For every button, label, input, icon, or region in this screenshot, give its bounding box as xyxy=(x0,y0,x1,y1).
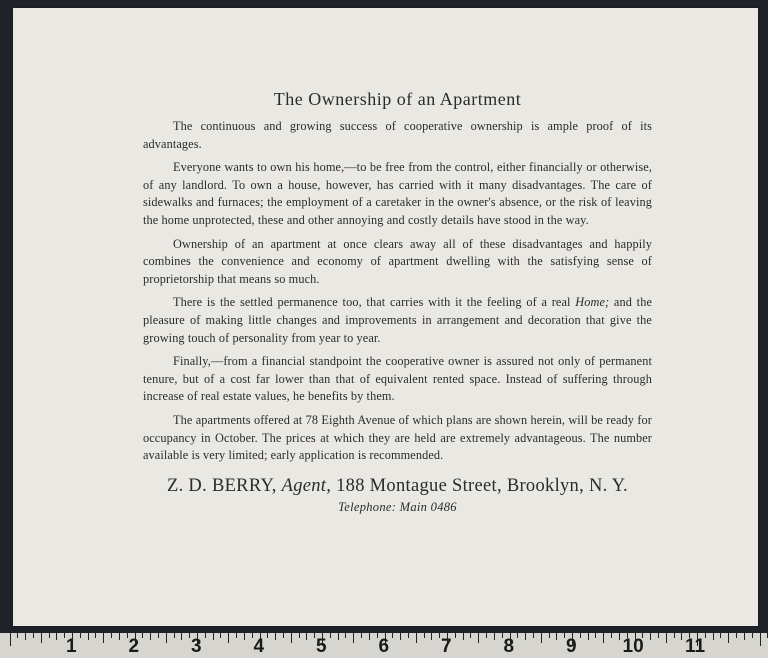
ruler-tick xyxy=(181,633,182,640)
agent-role: Agent, xyxy=(281,475,332,496)
ruler-tick xyxy=(392,633,393,638)
ruler-tick xyxy=(330,633,331,638)
ruler-tick xyxy=(267,633,268,638)
telephone-line: Telephone: Main 0486 xyxy=(338,499,457,514)
ruler-tick xyxy=(556,633,557,640)
ruler-tick xyxy=(470,633,471,638)
ruler-tick xyxy=(650,633,651,640)
ruler-tick xyxy=(541,633,542,643)
ruler-tick xyxy=(728,633,729,643)
ruler-tick xyxy=(228,633,229,643)
ruler-tick xyxy=(353,633,354,643)
ruler-tick xyxy=(111,633,112,638)
paragraph-4-before: There is the settled permanence too, that carries with it the feeling of a real xyxy=(173,295,576,310)
ruler-tick xyxy=(681,633,682,640)
ruler-tick xyxy=(736,633,737,638)
ruler-tick xyxy=(306,633,307,640)
ruler-tick xyxy=(666,633,667,643)
ruler-tick xyxy=(283,633,284,638)
ruler-tick xyxy=(338,633,339,640)
ruler-tick xyxy=(713,633,714,640)
ruler-tick xyxy=(494,633,495,640)
page-title: The Ownership of an Apartment xyxy=(273,89,522,109)
ruler-label: 3 xyxy=(191,636,202,657)
ruler-tick xyxy=(603,633,604,643)
agent-name: Z. D. BERRY, xyxy=(166,475,277,496)
ruler-tick xyxy=(299,633,300,638)
ruler-tick xyxy=(588,633,589,640)
paragraph-6: The apartments offered at 78 Eighth Avenue of which plans are shown herein, will be ready for occupancy in October. The prices at which they are held are extremely advantageous. The number available is very limited; early application is recommended. xyxy=(143,412,652,463)
measuring-ruler xyxy=(0,633,768,658)
ruler-tick xyxy=(525,633,526,640)
paragraph-2: Everyone wants to own his home,—to be free from the control, either financially or otherwise, of any landlord. To own a house, however, has carried with it many disadvantages. The care of sidewalks and furnaces; the employment of a caretaker in the owner's absence, or the risk of leaving the home unprotected, these and other annoying and costly details have stood in the way. xyxy=(143,160,652,227)
ruler-tick xyxy=(478,633,479,643)
paragraph-4-after: and the pleasure of making little changes and improvements in arrangement and decoration that give the growing touch of personality from year to year. xyxy=(143,295,652,345)
ruler-tick xyxy=(720,633,721,638)
ruler-tick xyxy=(674,633,675,638)
ruler-tick xyxy=(142,633,143,638)
ruler-tick xyxy=(103,633,104,643)
ruler-tick xyxy=(33,633,34,638)
ruler-tick xyxy=(10,633,11,646)
ruler-tick xyxy=(580,633,581,638)
ruler-tick xyxy=(150,633,151,640)
ruler-tick xyxy=(244,633,245,640)
paragraph-5: Finally,—from a financial standpoint the cooperative owner is assured not only of permanent tenure, but of a cost far lower than that of equivalent rented space. Instead of suffering through increase of real estate values, he benefits by them. xyxy=(143,354,652,404)
ruler-label: 6 xyxy=(378,636,390,657)
ruler-label: 11 xyxy=(685,636,706,657)
ruler-tick xyxy=(533,633,534,638)
ruler-label: 1 xyxy=(66,636,77,657)
agent-line xyxy=(143,475,652,497)
ruler-tick xyxy=(455,633,456,638)
ruler-label: 2 xyxy=(128,636,140,657)
ruler-tick xyxy=(416,633,417,643)
ruler-tick xyxy=(166,633,167,643)
ruler-tick xyxy=(611,633,612,638)
paragraph-4 xyxy=(143,294,652,347)
ruler-tick xyxy=(213,633,214,640)
ruler-tick xyxy=(205,633,206,638)
ruler-label: 4 xyxy=(253,636,265,657)
ruler-tick xyxy=(158,633,159,638)
ruler-tick xyxy=(431,633,432,640)
ruler-tick xyxy=(463,633,464,640)
ruler-tick xyxy=(220,633,221,638)
document-content xyxy=(143,88,652,515)
agent-address: 188 Montague Street, Brooklyn, N. Y. xyxy=(336,475,628,496)
ruler-tick xyxy=(658,633,659,638)
ruler-tick xyxy=(752,633,753,638)
ruler-tick xyxy=(595,633,596,638)
ruler-tick xyxy=(361,633,362,638)
ruler-tick xyxy=(400,633,401,640)
paragraph-3: Ownership of an apartment at once clears away all of these disadvantages and happily combines the convenience and economy of apartment dwelling with the satisfying sense of proprietorship that means so much. xyxy=(143,236,652,286)
ruler-tick xyxy=(424,633,425,638)
ruler-tick xyxy=(49,633,50,638)
ruler-tick xyxy=(345,633,346,638)
ruler-tick xyxy=(549,633,550,638)
ruler-label: 8 xyxy=(503,636,515,657)
ruler-tick xyxy=(25,633,26,640)
paragraph-1: The continuous and growing success of cooperative ownership is ample proof of its advantages. xyxy=(143,119,652,151)
ruler-tick xyxy=(56,633,57,640)
ruler-tick xyxy=(760,633,761,646)
ruler-label: 9 xyxy=(566,636,577,657)
ruler-tick xyxy=(517,633,518,638)
ruler-label: 10 xyxy=(622,636,644,657)
ruler-label: 5 xyxy=(316,636,327,657)
ruler-tick xyxy=(291,633,292,643)
ruler-tick xyxy=(119,633,120,640)
ruler-tick xyxy=(369,633,370,640)
ruler-tick xyxy=(275,633,276,640)
ruler-tick xyxy=(408,633,409,638)
ruler-tick xyxy=(236,633,237,638)
ruler-tick xyxy=(619,633,620,640)
paragraph-4-italic: Home; xyxy=(575,295,610,310)
ruler-tick xyxy=(95,633,96,638)
ruler-label: 7 xyxy=(441,636,452,657)
ruler-tick xyxy=(744,633,745,640)
ruler-tick xyxy=(17,633,18,638)
ruler-tick xyxy=(80,633,81,638)
document-page xyxy=(13,8,758,626)
ruler-tick xyxy=(41,633,42,643)
ruler-tick xyxy=(88,633,89,640)
ruler-tick xyxy=(174,633,175,638)
ruler-tick xyxy=(486,633,487,638)
